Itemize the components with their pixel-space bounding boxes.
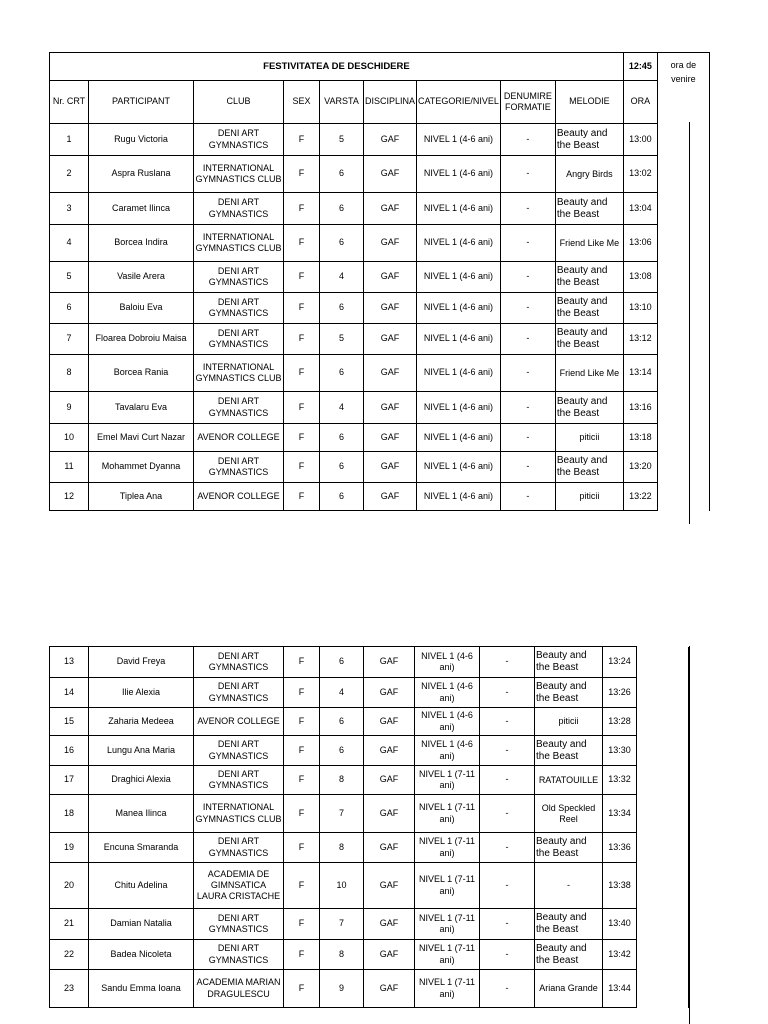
table-row: [50, 355, 710, 392]
formatie-cell: -: [500, 293, 555, 324]
participant-cell: Sandu Emma Ioana: [89, 970, 194, 1008]
arrival-cell: [637, 795, 689, 833]
participant-cell: Emel Mavi Curt Nazar: [89, 424, 194, 452]
arrival-cell: [657, 124, 709, 156]
right-border-line: [689, 122, 690, 524]
melodie-cell: Beauty and the Beast: [555, 262, 623, 293]
participant-cell: Borcea Rania: [89, 355, 194, 392]
ora-cell: 13:18: [623, 424, 657, 452]
melodie-cell: Friend Like Me: [555, 225, 623, 262]
nr-cell: 17: [50, 766, 89, 795]
categorie-cell: NIVEL 1 (4-6 ani): [417, 483, 501, 511]
club-cell: DENI ART GYMNASTICS: [194, 766, 284, 795]
sex-cell: F: [284, 833, 320, 863]
ora-cell: 13:24: [603, 647, 637, 678]
arrival-cell: [657, 324, 709, 355]
categorie-cell: NIVEL 1 (4-6 ani): [417, 324, 501, 355]
start-time: 12:45: [623, 53, 657, 81]
melodie-cell: Angry Birds: [555, 156, 623, 193]
melodie-cell: Beauty and the Beast: [555, 293, 623, 324]
nr-cell: 4: [50, 225, 89, 262]
arrival-cell: [657, 156, 709, 193]
nr-cell: 20: [50, 863, 89, 909]
arrival-cell: [657, 193, 709, 225]
club-cell: DENI ART GYMNASTICS: [194, 452, 284, 483]
varsta-cell: 8: [320, 833, 364, 863]
arrival-cell: [637, 766, 689, 795]
categorie-cell: NIVEL 1 (4-6 ani): [417, 293, 501, 324]
ora-cell: 13:28: [603, 708, 637, 736]
varsta-cell: 7: [320, 795, 364, 833]
participant-cell: Damian Natalia: [89, 909, 194, 940]
nr-cell: 23: [50, 970, 89, 1008]
club-cell: AVENOR COLLEGE: [194, 483, 284, 511]
varsta-cell: 6: [320, 452, 364, 483]
table-row: [50, 909, 689, 940]
arrival-cell: [637, 647, 689, 678]
ora-cell: 13:26: [603, 678, 637, 708]
col-disciplina-header: DISCIPLINA: [364, 81, 417, 124]
varsta-cell: 9: [320, 970, 364, 1008]
sex-cell: F: [284, 193, 320, 225]
participant-cell: Rugu Victoria: [89, 124, 194, 156]
nr-cell: 21: [50, 909, 89, 940]
varsta-cell: 6: [320, 483, 364, 511]
disciplina-cell: GAF: [364, 647, 415, 678]
formatie-cell: -: [480, 833, 535, 863]
sex-cell: F: [284, 355, 320, 392]
ora-cell: 13:36: [603, 833, 637, 863]
categorie-cell: NIVEL 1 (4-6 ani): [415, 678, 480, 708]
ora-cell: 13:40: [603, 909, 637, 940]
arrival-cell: [637, 678, 689, 708]
ora-cell: 13:38: [603, 863, 637, 909]
varsta-cell: 6: [320, 355, 364, 392]
participant-cell: Floarea Dobroiu Maisa: [89, 324, 194, 355]
col-nr-header: Nr. CRT: [50, 81, 89, 124]
disciplina-cell: GAF: [364, 970, 415, 1008]
melodie-cell: Beauty and the Beast: [555, 124, 623, 156]
formatie-cell: -: [480, 863, 535, 909]
melodie-cell: piticii: [555, 424, 623, 452]
sex-cell: F: [284, 970, 320, 1008]
categorie-cell: NIVEL 1 (7-11 ani): [415, 766, 480, 795]
nr-cell: 22: [50, 940, 89, 970]
col-participant-header: PARTICIPANT: [89, 81, 194, 124]
varsta-cell: 6: [320, 156, 364, 193]
varsta-cell: 6: [320, 647, 364, 678]
table-row: [50, 863, 689, 909]
participant-cell: Zaharia Medeea: [89, 708, 194, 736]
participant-cell: Manea Ilinca: [89, 795, 194, 833]
formatie-cell: -: [480, 708, 535, 736]
categorie-cell: NIVEL 1 (4-6 ani): [415, 736, 480, 766]
club-cell: DENI ART GYMNASTICS: [194, 678, 284, 708]
sex-cell: F: [284, 647, 320, 678]
participant-cell: Encuna Smaranda: [89, 833, 194, 863]
varsta-cell: 6: [320, 736, 364, 766]
nr-cell: 9: [50, 392, 89, 424]
melodie-cell: Beauty and the Beast: [535, 940, 603, 970]
participant-cell: Mohammet Dyanna: [89, 452, 194, 483]
nr-cell: 18: [50, 795, 89, 833]
table-row: [50, 833, 689, 863]
ora-cell: 13:06: [623, 225, 657, 262]
table-row: [50, 678, 689, 708]
ora-cell: 13:20: [623, 452, 657, 483]
ora-cell: 13:34: [603, 795, 637, 833]
arrival-cell: [657, 452, 709, 483]
participant-cell: Badea Nicoleta: [89, 940, 194, 970]
nr-cell: 14: [50, 678, 89, 708]
ora-cell: 13:16: [623, 392, 657, 424]
participant-cell: Draghici Alexia: [89, 766, 194, 795]
disciplina-cell: GAF: [364, 424, 417, 452]
arrival-cell: [637, 863, 689, 909]
schedule-table-page1: [49, 52, 710, 511]
nr-cell: 13: [50, 647, 89, 678]
formatie-cell: -: [500, 355, 555, 392]
club-cell: ACADEMIA MARIAN DRAGULESCU: [194, 970, 284, 1008]
melodie-cell: Beauty and the Beast: [555, 193, 623, 225]
table-row: [50, 970, 689, 1008]
arrival-cell: [657, 392, 709, 424]
club-cell: INTERNATIONAL GYMNASTICS CLUB: [194, 156, 284, 193]
nr-cell: 19: [50, 833, 89, 863]
col-ora-header: ORA: [623, 81, 657, 124]
varsta-cell: 4: [320, 262, 364, 293]
varsta-cell: 6: [320, 293, 364, 324]
club-cell: DENI ART GYMNASTICS: [194, 940, 284, 970]
club-cell: DENI ART GYMNASTICS: [194, 193, 284, 225]
melodie-cell: -: [535, 863, 603, 909]
arrival-cell: [637, 833, 689, 863]
club-cell: INTERNATIONAL GYMNASTICS CLUB: [194, 355, 284, 392]
participant-cell: Ilie Alexia: [89, 678, 194, 708]
club-cell: INTERNATIONAL GYMNASTICS CLUB: [194, 795, 284, 833]
ora-cell: 13:30: [603, 736, 637, 766]
club-cell: AVENOR COLLEGE: [194, 708, 284, 736]
disciplina-cell: GAF: [364, 225, 417, 262]
categorie-cell: NIVEL 1 (4-6 ani): [417, 452, 501, 483]
nr-cell: 7: [50, 324, 89, 355]
participant-cell: Chitu Adelina: [89, 863, 194, 909]
disciplina-cell: GAF: [364, 483, 417, 511]
varsta-cell: 5: [320, 324, 364, 355]
varsta-cell: 4: [320, 392, 364, 424]
ora-cell: 13:14: [623, 355, 657, 392]
disciplina-cell: GAF: [364, 355, 417, 392]
nr-cell: 11: [50, 452, 89, 483]
participant-cell: Vasile Arera: [89, 262, 194, 293]
ora-cell: 13:12: [623, 324, 657, 355]
ora-cell: 13:04: [623, 193, 657, 225]
formatie-cell: -: [500, 156, 555, 193]
arrival-cell: [637, 909, 689, 940]
melodie-cell: Beauty and the Beast: [535, 736, 603, 766]
club-cell: ACADEMIA DE GIMNSATICA LAURA CRISTACHE: [194, 863, 284, 909]
nr-cell: 16: [50, 736, 89, 766]
varsta-cell: 10: [320, 863, 364, 909]
nr-cell: 3: [50, 193, 89, 225]
table-row: [50, 452, 710, 483]
nr-cell: 6: [50, 293, 89, 324]
categorie-cell: NIVEL 1 (4-6 ani): [417, 392, 501, 424]
melodie-cell: Beauty and the Beast: [555, 324, 623, 355]
ora-cell: 13:10: [623, 293, 657, 324]
nr-cell: 12: [50, 483, 89, 511]
disciplina-cell: GAF: [364, 392, 417, 424]
melodie-cell: piticii: [535, 708, 603, 736]
formatie-cell: -: [500, 483, 555, 511]
formatie-cell: -: [500, 424, 555, 452]
formatie-cell: -: [500, 324, 555, 355]
table-row: [50, 156, 710, 193]
disciplina-cell: GAF: [364, 678, 415, 708]
sex-cell: F: [284, 795, 320, 833]
sex-cell: F: [284, 678, 320, 708]
ora-cell: 13:32: [603, 766, 637, 795]
sex-cell: F: [284, 909, 320, 940]
ora-cell: 13:22: [623, 483, 657, 511]
ora-cell: 13:02: [623, 156, 657, 193]
formatie-cell: -: [480, 795, 535, 833]
sex-cell: F: [284, 766, 320, 795]
club-cell: AVENOR COLLEGE: [194, 424, 284, 452]
disciplina-cell: GAF: [364, 124, 417, 156]
arrival-cell: [657, 262, 709, 293]
melodie-cell: Beauty and the Beast: [535, 909, 603, 940]
club-cell: DENI ART GYMNASTICS: [194, 262, 284, 293]
disciplina-cell: GAF: [364, 324, 417, 355]
melodie-cell: Beauty and the Beast: [535, 647, 603, 678]
table-row: [50, 708, 689, 736]
table-row: [50, 193, 710, 225]
table-row: [50, 225, 710, 262]
club-cell: DENI ART GYMNASTICS: [194, 833, 284, 863]
formatie-cell: -: [500, 225, 555, 262]
categorie-cell: NIVEL 1 (4-6 ani): [417, 225, 501, 262]
melodie-cell: Friend Like Me: [555, 355, 623, 392]
arrival-cell: [637, 940, 689, 970]
col-sex-header: SEX: [284, 81, 320, 124]
disciplina-cell: GAF: [364, 909, 415, 940]
participant-cell: Aspra Ruslana: [89, 156, 194, 193]
melodie-cell: Ariana Grande: [535, 970, 603, 1008]
club-cell: DENI ART GYMNASTICS: [194, 324, 284, 355]
table-row: [50, 262, 710, 293]
sex-cell: F: [284, 293, 320, 324]
club-cell: INTERNATIONAL GYMNASTICS CLUB: [194, 225, 284, 262]
melodie-cell: Beauty and the Beast: [555, 392, 623, 424]
categorie-cell: NIVEL 1 (4-6 ani): [417, 424, 501, 452]
formatie-cell: -: [480, 970, 535, 1008]
varsta-cell: 8: [320, 940, 364, 970]
sex-cell: F: [284, 225, 320, 262]
formatie-cell: -: [480, 736, 535, 766]
categorie-cell: NIVEL 1 (7-11 ani): [415, 863, 480, 909]
participant-cell: David Freya: [89, 647, 194, 678]
sex-cell: F: [284, 156, 320, 193]
sex-cell: F: [284, 424, 320, 452]
arrival-cell: [657, 225, 709, 262]
disciplina-cell: GAF: [364, 156, 417, 193]
melodie-cell: RATATOUILLE: [535, 766, 603, 795]
arrival-label: ora de venire: [657, 53, 709, 124]
sex-cell: F: [284, 940, 320, 970]
sex-cell: F: [284, 452, 320, 483]
participant-cell: Borcea Indira: [89, 225, 194, 262]
sex-cell: F: [284, 392, 320, 424]
sex-cell: F: [284, 262, 320, 293]
participant-cell: Lungu Ana Maria: [89, 736, 194, 766]
sex-cell: F: [284, 863, 320, 909]
club-cell: DENI ART GYMNASTICS: [194, 647, 284, 678]
event-title: FESTIVITATEA DE DESCHIDERE: [50, 53, 624, 81]
arrival-cell: [637, 736, 689, 766]
table-row: [50, 392, 710, 424]
formatie-cell: -: [480, 940, 535, 970]
table-row: [50, 124, 710, 156]
varsta-cell: 8: [320, 766, 364, 795]
formatie-cell: -: [480, 766, 535, 795]
melodie-cell: piticii: [555, 483, 623, 511]
nr-cell: 1: [50, 124, 89, 156]
categorie-cell: NIVEL 1 (4-6 ani): [417, 124, 501, 156]
varsta-cell: 4: [320, 678, 364, 708]
nr-cell: 15: [50, 708, 89, 736]
club-cell: DENI ART GYMNASTICS: [194, 124, 284, 156]
varsta-cell: 6: [320, 193, 364, 225]
disciplina-cell: GAF: [364, 766, 415, 795]
ora-cell: 13:00: [623, 124, 657, 156]
categorie-cell: NIVEL 1 (7-11 ani): [415, 833, 480, 863]
melodie-cell: Beauty and the Beast: [535, 833, 603, 863]
categorie-cell: NIVEL 1 (4-6 ani): [417, 156, 501, 193]
formatie-cell: -: [480, 909, 535, 940]
categorie-cell: NIVEL 1 (7-11 ani): [415, 940, 480, 970]
disciplina-cell: GAF: [364, 262, 417, 293]
club-cell: DENI ART GYMNASTICS: [194, 293, 284, 324]
disciplina-cell: GAF: [364, 940, 415, 970]
formatie-cell: -: [500, 193, 555, 225]
categorie-cell: NIVEL 1 (4-6 ani): [415, 647, 480, 678]
varsta-cell: 6: [320, 424, 364, 452]
ora-cell: 13:42: [603, 940, 637, 970]
col-club-header: CLUB: [194, 81, 284, 124]
table-row: [50, 424, 710, 452]
varsta-cell: 6: [320, 708, 364, 736]
arrival-cell: [657, 483, 709, 511]
melodie-cell: Beauty and the Beast: [535, 678, 603, 708]
disciplina-cell: GAF: [364, 795, 415, 833]
categorie-cell: NIVEL 1 (4-6 ani): [415, 708, 480, 736]
categorie-cell: NIVEL 1 (7-11 ani): [415, 909, 480, 940]
disciplina-cell: GAF: [364, 736, 415, 766]
table-row: [50, 293, 710, 324]
nr-cell: 8: [50, 355, 89, 392]
varsta-cell: 6: [320, 225, 364, 262]
arrival-cell: [637, 708, 689, 736]
sex-cell: F: [284, 124, 320, 156]
participant-cell: Caramet Ilinca: [89, 193, 194, 225]
categorie-cell: NIVEL 1 (4-6 ani): [417, 355, 501, 392]
table-row: [50, 940, 689, 970]
table-row: [50, 324, 710, 355]
arrival-cell: [657, 355, 709, 392]
club-cell: DENI ART GYMNASTICS: [194, 736, 284, 766]
nr-cell: 5: [50, 262, 89, 293]
formatie-cell: -: [500, 262, 555, 293]
club-cell: DENI ART GYMNASTICS: [194, 909, 284, 940]
melodie-cell: Old Speckled Reel: [535, 795, 603, 833]
formatie-cell: -: [500, 392, 555, 424]
participant-cell: Baloiu Eva: [89, 293, 194, 324]
table-row: [50, 736, 689, 766]
col-formatie-header: DENUMIRE FORMATIE: [500, 81, 555, 124]
participant-cell: Tiplea Ana: [89, 483, 194, 511]
categorie-cell: NIVEL 1 (4-6 ani): [417, 262, 501, 293]
club-cell: DENI ART GYMNASTICS: [194, 392, 284, 424]
disciplina-cell: GAF: [364, 452, 417, 483]
table-row: [50, 483, 710, 511]
disciplina-cell: GAF: [364, 863, 415, 909]
sex-cell: F: [284, 324, 320, 355]
formatie-cell: -: [500, 452, 555, 483]
arrival-cell: [657, 293, 709, 324]
categorie-cell: NIVEL 1 (7-11 ani): [415, 970, 480, 1008]
varsta-cell: 5: [320, 124, 364, 156]
col-categorie-header: CATEGORIE/NIVEL: [417, 81, 501, 124]
participant-cell: Tavalaru Eva: [89, 392, 194, 424]
sex-cell: F: [284, 483, 320, 511]
categorie-cell: NIVEL 1 (7-11 ani): [415, 795, 480, 833]
col-melodie-header: MELODIE: [555, 81, 623, 124]
ora-cell: 13:44: [603, 970, 637, 1008]
formatie-cell: -: [480, 647, 535, 678]
disciplina-cell: GAF: [364, 833, 415, 863]
col-varsta-header: VARSTA: [320, 81, 364, 124]
categorie-cell: NIVEL 1 (4-6 ani): [417, 193, 501, 225]
sex-cell: F: [284, 736, 320, 766]
formatie-cell: -: [480, 678, 535, 708]
right-border-line-2: [689, 646, 690, 1024]
arrival-cell: [637, 970, 689, 1008]
varsta-cell: 7: [320, 909, 364, 940]
nr-cell: 2: [50, 156, 89, 193]
disciplina-cell: GAF: [364, 708, 415, 736]
schedule-table-page2: [49, 646, 689, 1008]
arrival-cell: [657, 424, 709, 452]
table-row: [50, 647, 689, 678]
ora-cell: 13:08: [623, 262, 657, 293]
table-row: [50, 795, 689, 833]
formatie-cell: -: [500, 124, 555, 156]
melodie-cell: Beauty and the Beast: [555, 452, 623, 483]
disciplina-cell: GAF: [364, 193, 417, 225]
table-row: [50, 766, 689, 795]
sex-cell: F: [284, 708, 320, 736]
disciplina-cell: GAF: [364, 293, 417, 324]
nr-cell: 10: [50, 424, 89, 452]
